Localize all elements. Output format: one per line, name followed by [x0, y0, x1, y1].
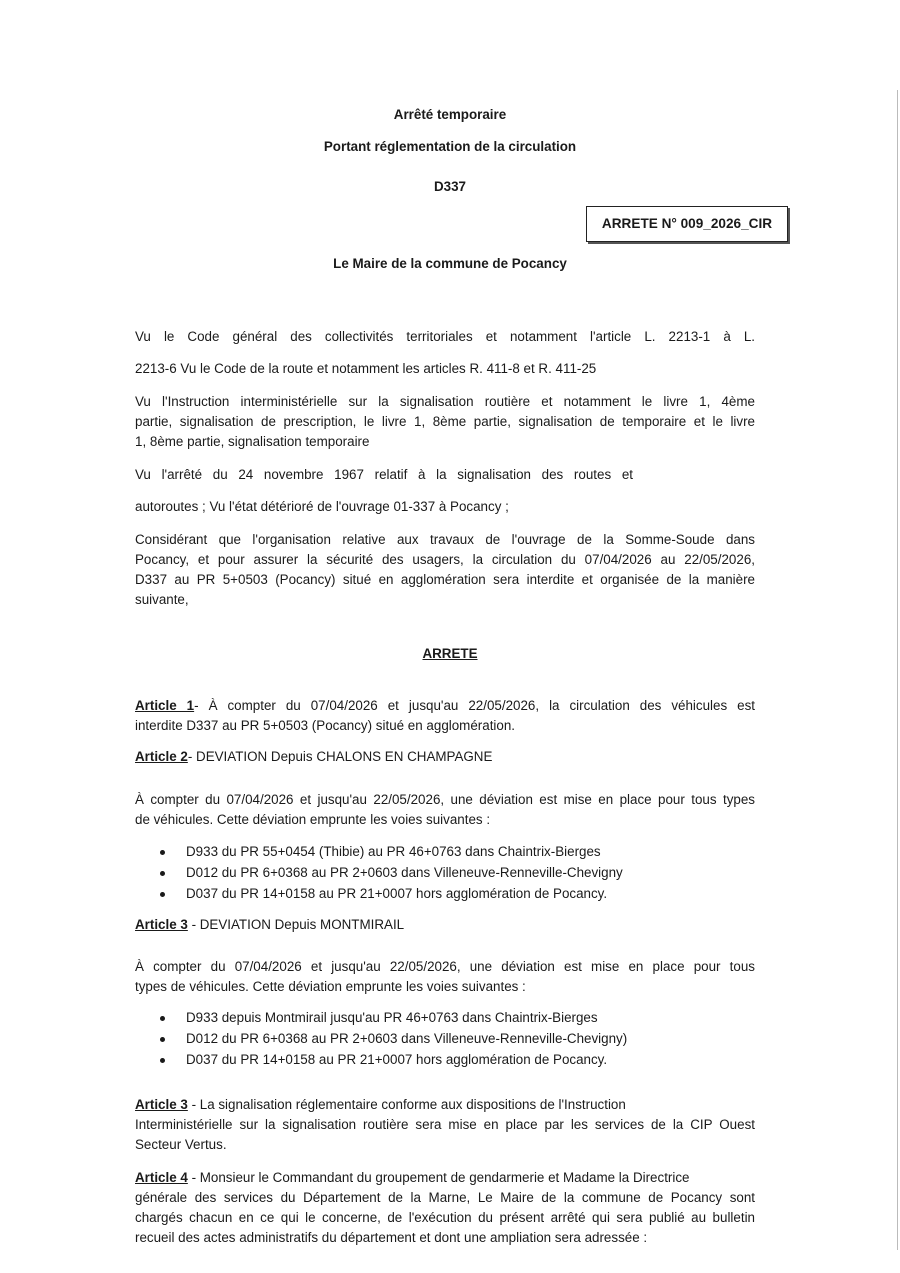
considerant-line: D337 au PR 5+0503 (Pocancy) situé en agglomération sera interdite et organisée de la manière [135, 572, 755, 587]
decree-number-box: ARRETE N° 009_2026_CIR [586, 206, 788, 242]
deviation-route-list [160, 842, 623, 905]
article-3: Article 3 - DEVIATION Depuis MONTMIRAIL [135, 917, 405, 932]
preamble-line: Vu l'arrêté du 24 novembre 1967 relatif à la signalisation des routes et [135, 467, 633, 482]
considerant-line: Considérant que l'organisation relative aux travaux de l'ouvrage de la Somme-Soude dans [135, 532, 755, 547]
list-item: D037 du PR 14+0158 au PR 21+0007 hors agglomération de Pocancy. [160, 884, 623, 905]
preamble-line: Vu l'Instruction interministérielle sur la signalisation routière et notamment le livre 1, 4ème [135, 394, 755, 409]
article-3-intro: types de véhicules. Cette déviation emprunte les voies suivantes : [135, 979, 526, 994]
article-4-line: recueil des actes administratifs du département et dont une ampliation sera adressée : [135, 1230, 648, 1245]
document-subtitle: Portant réglementation de la circulation [323, 139, 577, 154]
considerant-line: suivante, [135, 592, 189, 607]
list-item: D012 du PR 6+0368 au PR 2+0603 dans Villeneuve-Renneville-Chevigny) [160, 1029, 627, 1050]
article-3-intro: À compter du 07/04/2026 et jusqu'au 22/05/2026, une déviation est mise en place pour tous [135, 959, 755, 974]
road-code: D337 [433, 179, 466, 194]
article-label: Article 2 [135, 749, 188, 764]
issuing-authority: Le Maire de la commune de Pocancy [333, 256, 567, 271]
preamble-line: 1, 8ème partie, signalisation temporaire [135, 434, 370, 449]
article-2-intro: de véhicules. Cette déviation emprunte les voies suivantes : [135, 812, 491, 827]
article-3b-line: Secteur Vertus. [135, 1137, 227, 1152]
deviation-route-list [160, 1008, 627, 1071]
preamble-line: partie, signalisation de prescription, le livre 1, 8ème partie, signalisation de temporaire et le livre [135, 414, 755, 429]
list-item: D012 du PR 6+0368 au PR 2+0603 dans Villeneuve-Renneville-Chevigny [160, 863, 623, 884]
article-2-intro: À compter du 07/04/2026 et jusqu'au 22/05/2026, une déviation est mise en place pour tous types [135, 792, 755, 807]
article-label: Article 3 [135, 917, 188, 932]
article-4-line: générale des services du Département de la Marne, Le Maire de la commune de Pocancy sont [135, 1190, 755, 1205]
article-1: Article 1- À compter du 07/04/2026 et jusqu'au 22/05/2026, la circulation des véhicules est [135, 698, 755, 713]
article-1-line: interdite D337 au PR 5+0503 (Pocancy) situé en agglomération. [135, 718, 516, 733]
preamble-line: Vu le Code général des collectivités territoriales et notamment l'article L. 2213-1 à L. [135, 329, 755, 344]
list-item: D933 du PR 55+0454 (Thibie) au PR 46+0763 dans Chaintrix-Bierges [160, 842, 623, 863]
article-label: Article 4 [135, 1170, 188, 1185]
list-item: D933 depuis Montmirail jusqu'au PR 46+0763 dans Chaintrix-Bierges [160, 1008, 627, 1029]
list-item: D037 du PR 14+0158 au PR 21+0007 hors agglomération de Pocancy. [160, 1050, 627, 1071]
preamble-line: 2213-6 Vu le Code de la route et notamment les articles R. 411-8 et R. 411-25 [135, 361, 597, 376]
preamble-line: autoroutes ; Vu l'état détérioré de l'ouvrage 01-337 à Pocancy ; [135, 499, 509, 514]
article-4-line: chargés chacun en ce qui le concerne, de l'exécution du présent arrêté qui sera publié au bulletin [135, 1210, 755, 1225]
considerant-line: Pocancy, et pour assurer la sécurité des usagers, la circulation du 07/04/2026 au 22/05/2026, [135, 552, 755, 567]
article-4: Article 4 - Monsieur le Commandant du groupement de gendarmerie et Madame la Directrice [135, 1170, 690, 1185]
article-label: Article 3 [135, 1097, 188, 1112]
article-2: Article 2- DEVIATION Depuis CHALONS EN CHAMPAGNE [135, 749, 493, 764]
article-label: Article 1 [135, 698, 195, 713]
article-3b: Article 3 - La signalisation réglementaire conforme aux dispositions de l'Instruction [135, 1097, 626, 1112]
document-title: Arrêté temporaire [393, 107, 507, 122]
scan-edge-line [897, 90, 898, 1250]
article-3b-line: Interministérielle sur la signalisation routière sera mise en place par les services de la CIP Ouest [135, 1117, 755, 1132]
arrete-heading: ARRETE [422, 646, 478, 661]
